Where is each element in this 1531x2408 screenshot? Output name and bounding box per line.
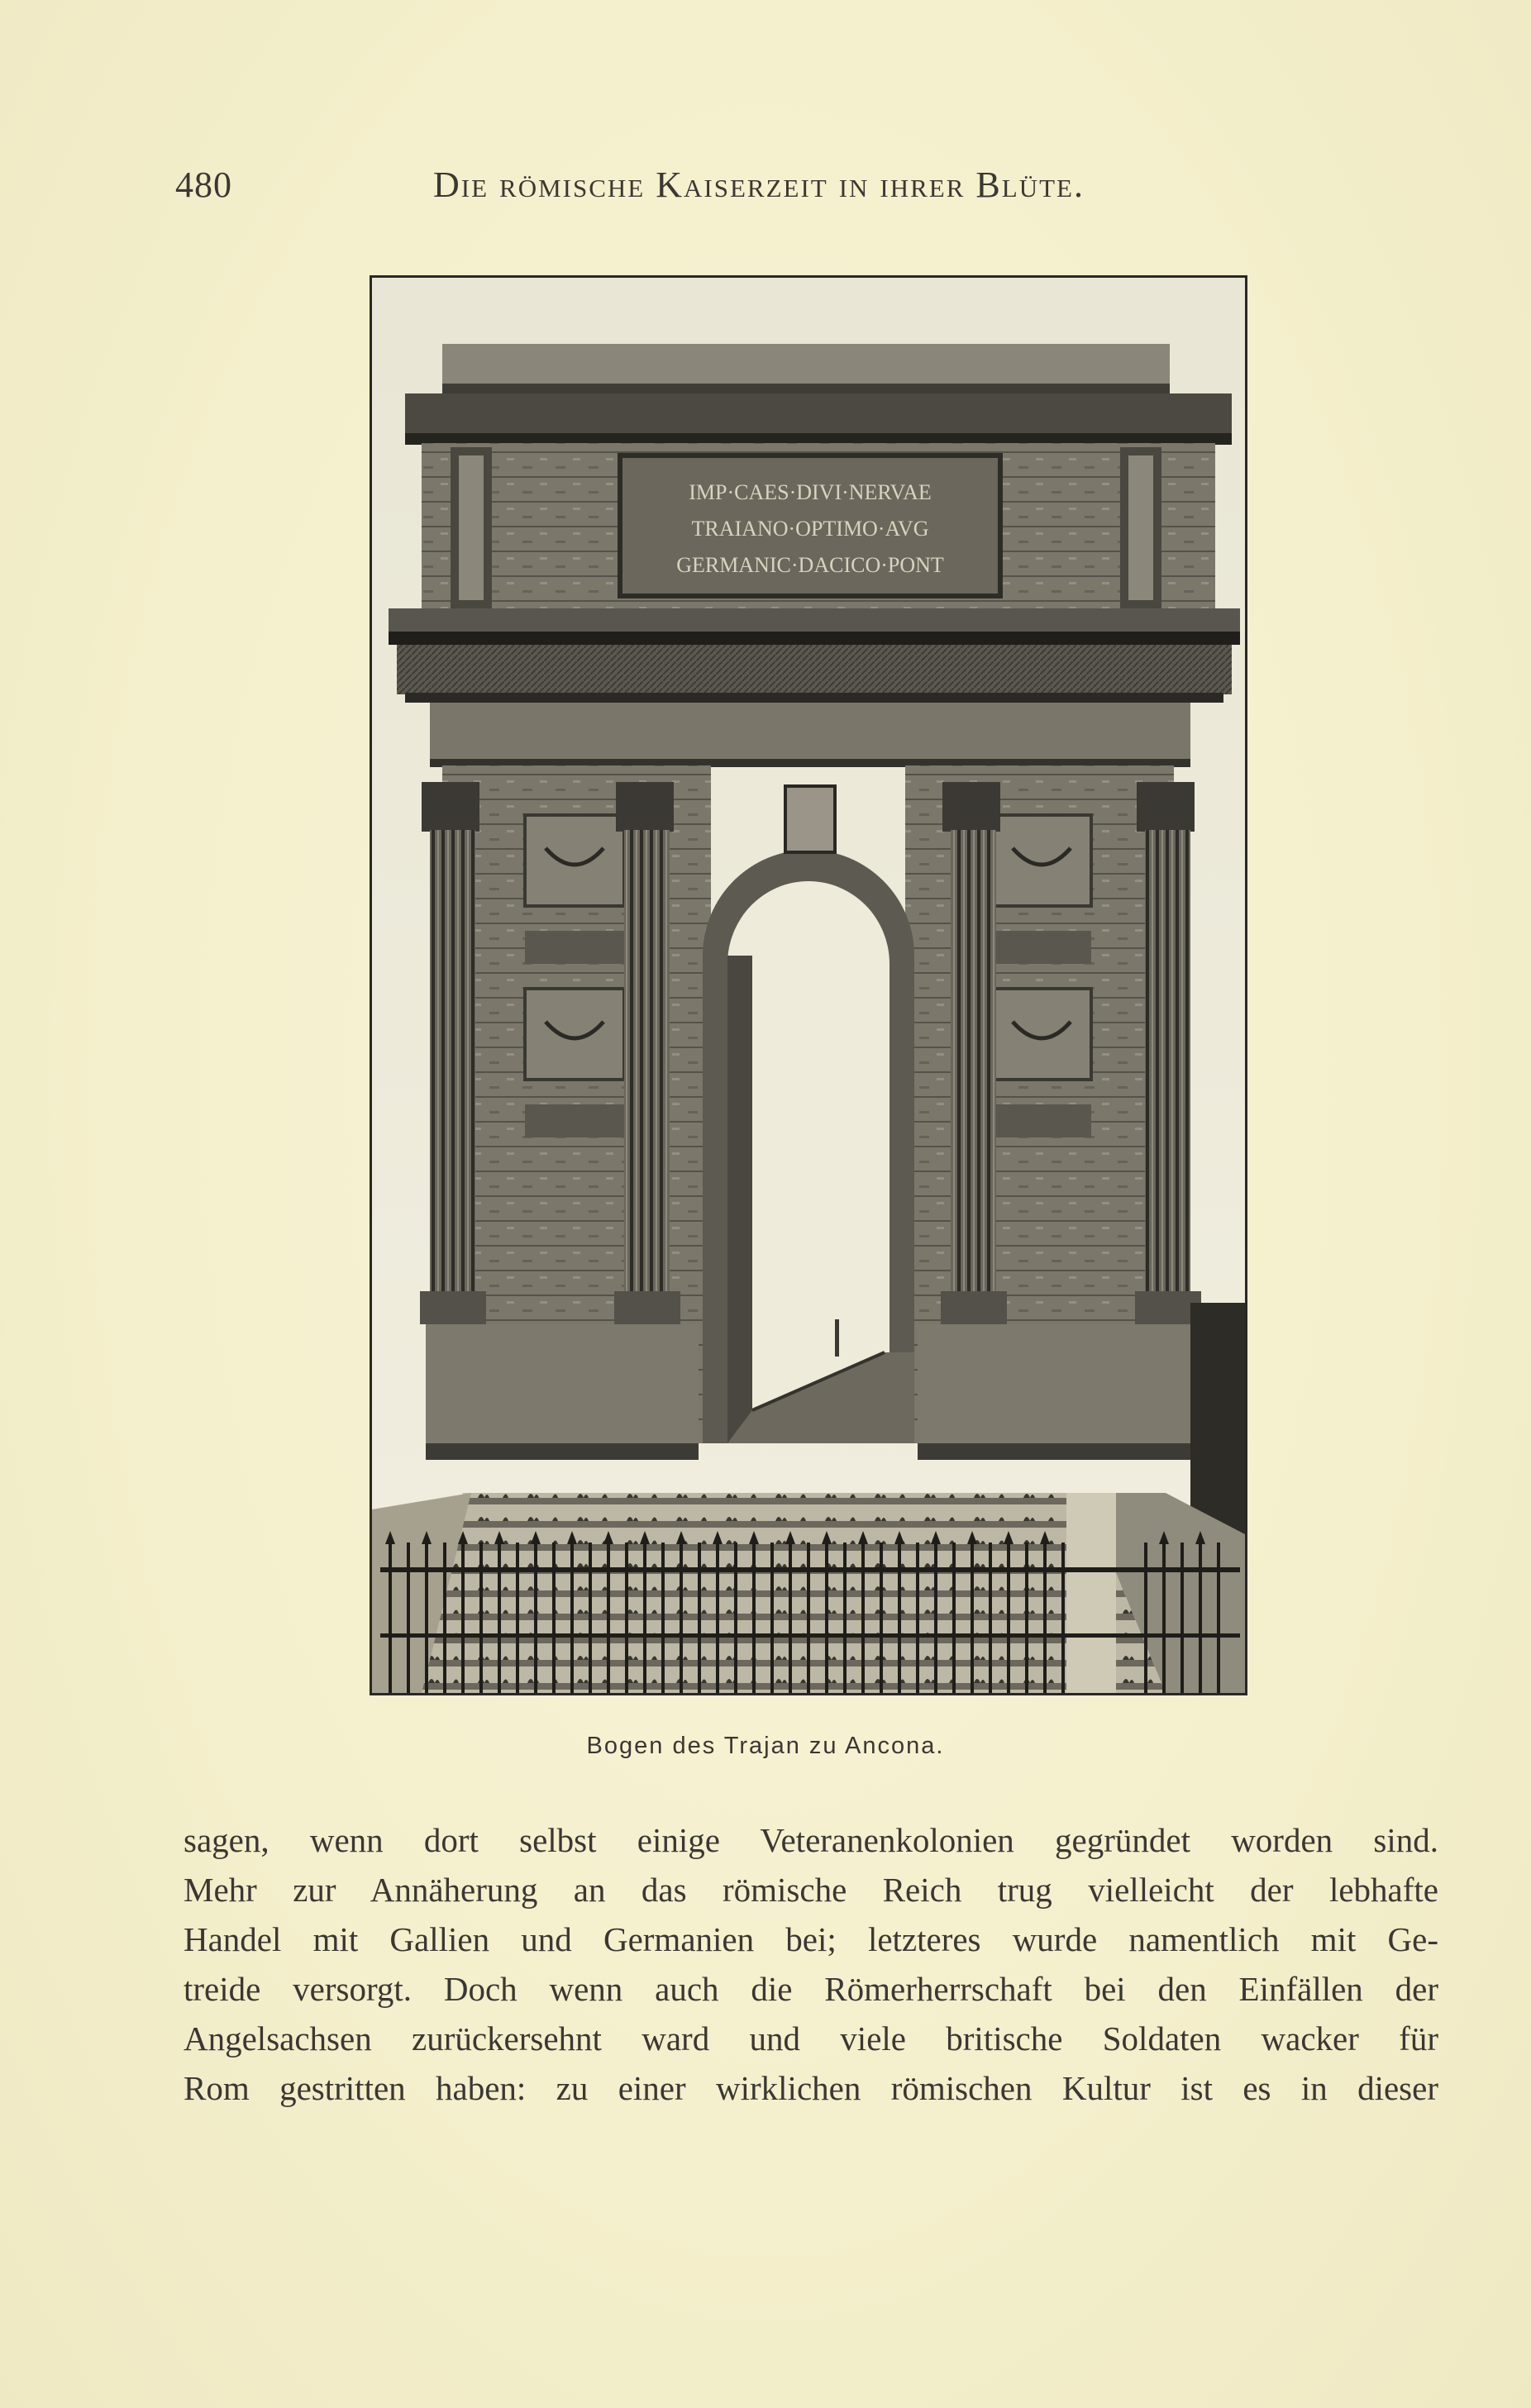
- page-header: [175, 164, 1192, 213]
- arch-engraving: [372, 278, 1245, 1693]
- text-line: Mehr zur Annäherung an das römische Reich trug vielleicht der lebhafte: [184, 1871, 1438, 1909]
- text-line: Angelsachsen zurückersehnt ward und viele britische Soldaten wacker für: [184, 2019, 1438, 2058]
- text-line: Handel mit Gallien und Germanien bei; letzteres wurde namentlich mit Ge-: [184, 1920, 1438, 1958]
- inscription-line-3: GERMANIC·DACICO·PONT: [676, 553, 944, 577]
- body-paragraph: [184, 1815, 1438, 2113]
- text-line: Rom gestritten haben: zu einer wirklichen römischen Kultur ist es in dieser: [184, 2069, 1438, 2107]
- running-title: Die römische Kaiserzeit in ihrer Blüte.: [433, 165, 1085, 205]
- inscription-line-1: IMP·CAES·DIVI·NERVAE: [689, 480, 932, 504]
- figure-caption: Bogen des Trajan zu Ancona.: [586, 1733, 945, 1759]
- text-line: sagen, wenn dort selbst einige Veteranenkolonien gegründet worden sind.: [184, 1821, 1438, 1859]
- inscription-line-2: TRAIANO·OPTIMO·AVG: [691, 517, 929, 541]
- text-line: treide versorgt. Doch wenn auch die Römerherrschaft bei den Einfällen der: [184, 1970, 1438, 2008]
- arch-illustration: [370, 275, 1247, 1695]
- page-number: 480: [175, 165, 232, 205]
